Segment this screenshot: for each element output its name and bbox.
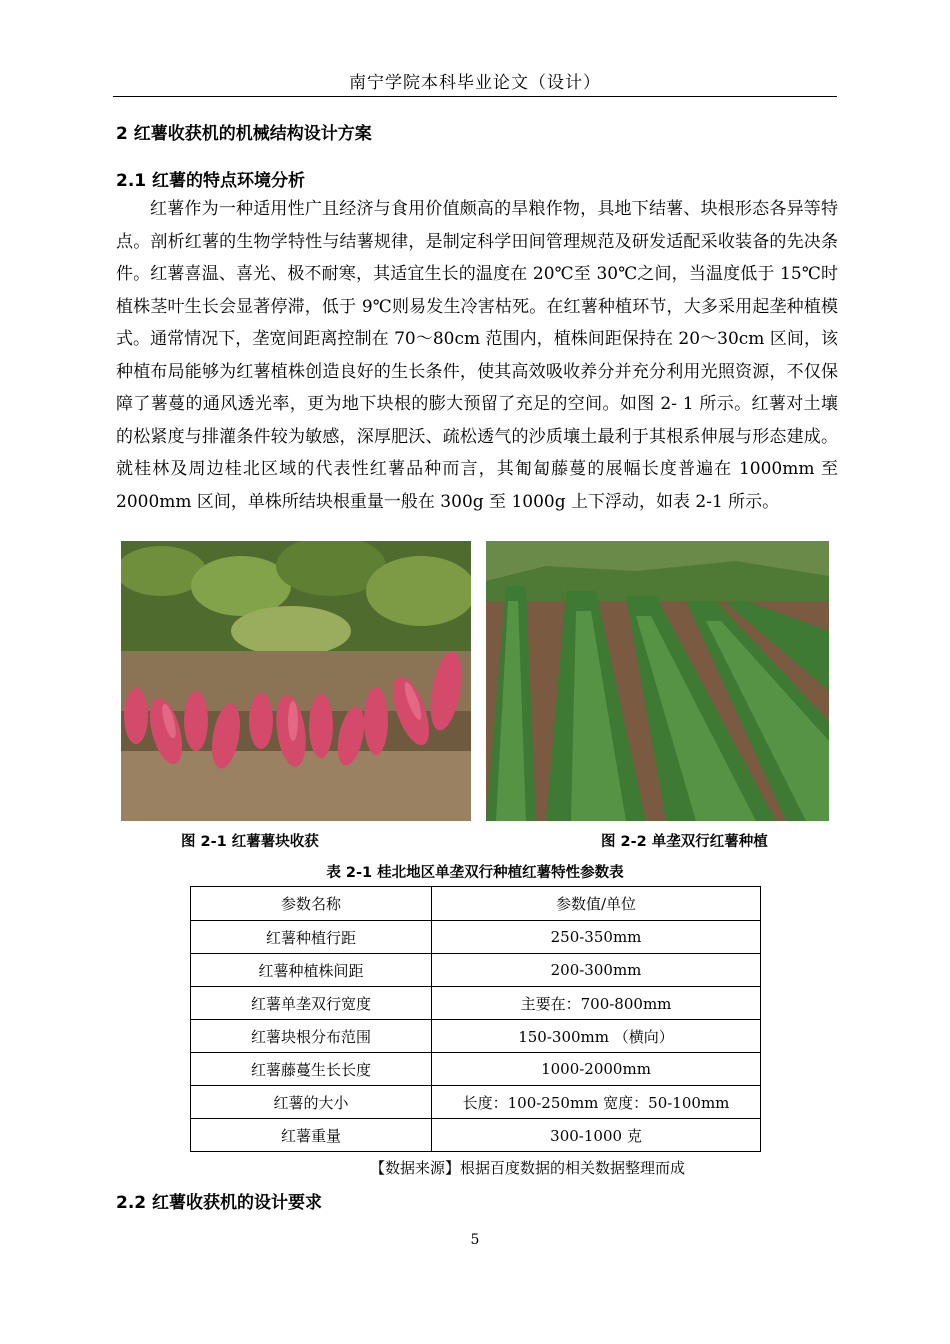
table-row	[191, 921, 761, 954]
header-rule	[113, 96, 837, 97]
row-value: 250-350mm	[432, 921, 761, 954]
parameter-table	[190, 886, 761, 1152]
row-label: 红薯块根分布范围	[191, 1020, 432, 1053]
figure-2-1-caption: 图 2-1 红薯薯块收获	[181, 834, 319, 850]
table-title: 表 2-1 桂北地区单垄双行种植红薯特性参数表	[326, 865, 624, 881]
subsection-title-2-2: 2.2 红薯收获机的设计要求	[116, 1193, 323, 1213]
sweet-potato-harvest-photo	[121, 541, 471, 821]
header-parameter-value: 参数值/单位	[432, 887, 761, 921]
subsection-title-2-1: 2.1 红薯的特点环境分析	[116, 171, 306, 191]
row-label: 红薯重量	[191, 1119, 432, 1152]
table-row	[191, 1053, 761, 1086]
table-row	[191, 954, 761, 987]
table-row	[191, 1020, 761, 1053]
table-header-row	[191, 887, 761, 921]
sweet-potato-field-photo	[486, 541, 829, 821]
row-value: 长度：100-250mm 宽度：50-100mm	[432, 1086, 761, 1119]
figure-2-2-caption: 图 2-2 单垄双行红薯种植	[601, 834, 768, 850]
row-value: 200-300mm	[432, 954, 761, 987]
row-value: 300-1000 克	[432, 1119, 761, 1152]
row-value: 150-300mm （横向）	[432, 1020, 761, 1053]
table-row	[191, 987, 761, 1020]
table-row	[191, 1086, 761, 1119]
row-value: 1000-2000mm	[432, 1053, 761, 1086]
row-value: 主要在：700-800mm	[432, 987, 761, 1020]
page-number: 5	[470, 1232, 480, 1248]
body-paragraph: 红薯作为一种适用性广且经济与食用价值颇高的旱粮作物，具地下结薯、块根形态各异等特点。剖析红薯的生物学特性与结薯规律，是制定科学田间管理规范及研发适配采收装备的先决条件。红薯喜温、喜光、极不耐寒，其适宜生长的温度在 20℃至 30℃之间，当温度低于 15℃时植株茎叶生长会显著停滞，低于 9℃则易发生冷害枯死。在红薯种植环节，大多采用起垄种植模式。通常情况下，垄宽间距离控制在 70～80cm 范围内，植株间距保持在 20～30cm 区间，该种植布局能够为红薯植株创造良好的生长条件，使其高效吸收养分并充分利用光照资源，不仅保障了薯蔓的通风透光率，更为地下块根的膨大预留了充足的空间。如图 2- 1 所示。红薯对土壤的松紧度与排灌条件较为敏感，深厚肥沃、疏松透气的沙质壤土最利于其根系伸展与形态建成。就桂林及周边桂北区域的代表性红薯品种而言，其匍匐藤蔓的展幅长度普遍在 1000mm 至 2000mm 区间，单株所结块根重量一般在 300g 至 1000g 上下浮动，如表 2-1 所示。	[116, 199, 838, 512]
row-label: 红薯单垄双行宽度	[191, 987, 432, 1020]
section-title: 2 红薯收获机的机械结构设计方案	[116, 124, 372, 144]
header-parameter-name: 参数名称	[191, 887, 432, 921]
row-label: 红薯的大小	[191, 1086, 432, 1119]
table-row	[191, 1119, 761, 1152]
table-source-note: 【数据来源】根据百度数据的相关数据整理而成	[370, 1159, 686, 1177]
row-label: 红薯种植株间距	[191, 954, 432, 987]
row-label: 红薯种植行距	[191, 921, 432, 954]
row-label: 红薯藤蔓生长长度	[191, 1053, 432, 1086]
page-header: 南宁学院本科毕业论文（设计）	[349, 73, 601, 93]
